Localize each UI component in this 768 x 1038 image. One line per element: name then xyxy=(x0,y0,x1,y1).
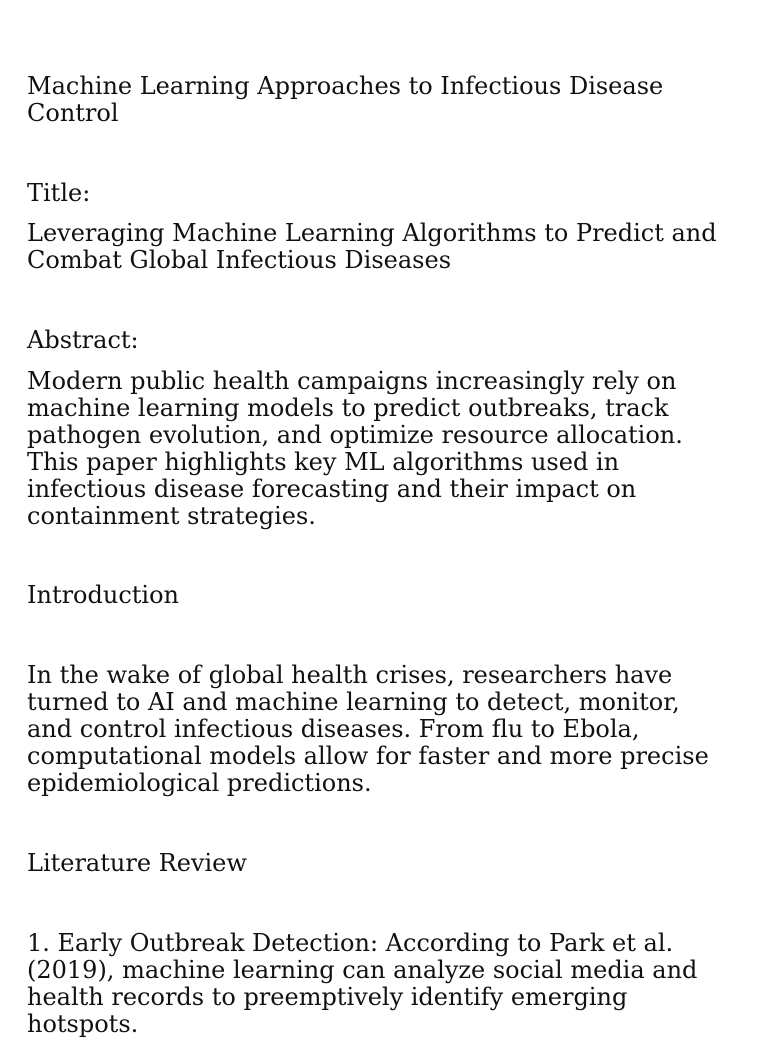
abstract-label: Abstract: xyxy=(27,326,139,354)
abstract-text: Modern public health campaigns increasingly rely on machine learning models to predict outbreaks, track pathogen evolution, and optimize resource allocation. This paper highlights key ML algorithms used in infectious disease forecasting and their impact on containment strategies. xyxy=(27,367,683,530)
literature-item-1: 1. Early Outbreak Detection: According to Park et al. (2019), machine learning can analyze social media and health records to preemptively identify emerging hotspots. xyxy=(27,929,698,1038)
introduction-text: In the wake of global health crises, researchers have turned to AI and machine learning to detect, monitor, and control infectious diseases. From flu to Ebola, computational models allow for faster and more precise epidemiological predictions. xyxy=(27,661,709,797)
literature-review-heading: Literature Review xyxy=(27,849,247,877)
introduction-heading: Introduction xyxy=(27,581,179,609)
title-label: Title: xyxy=(27,179,91,207)
document-heading: Machine Learning Approaches to Infectious Disease Control xyxy=(27,72,664,127)
title-text: Leveraging Machine Learning Algorithms to Predict and Combat Global Infectious Diseases xyxy=(27,219,717,274)
